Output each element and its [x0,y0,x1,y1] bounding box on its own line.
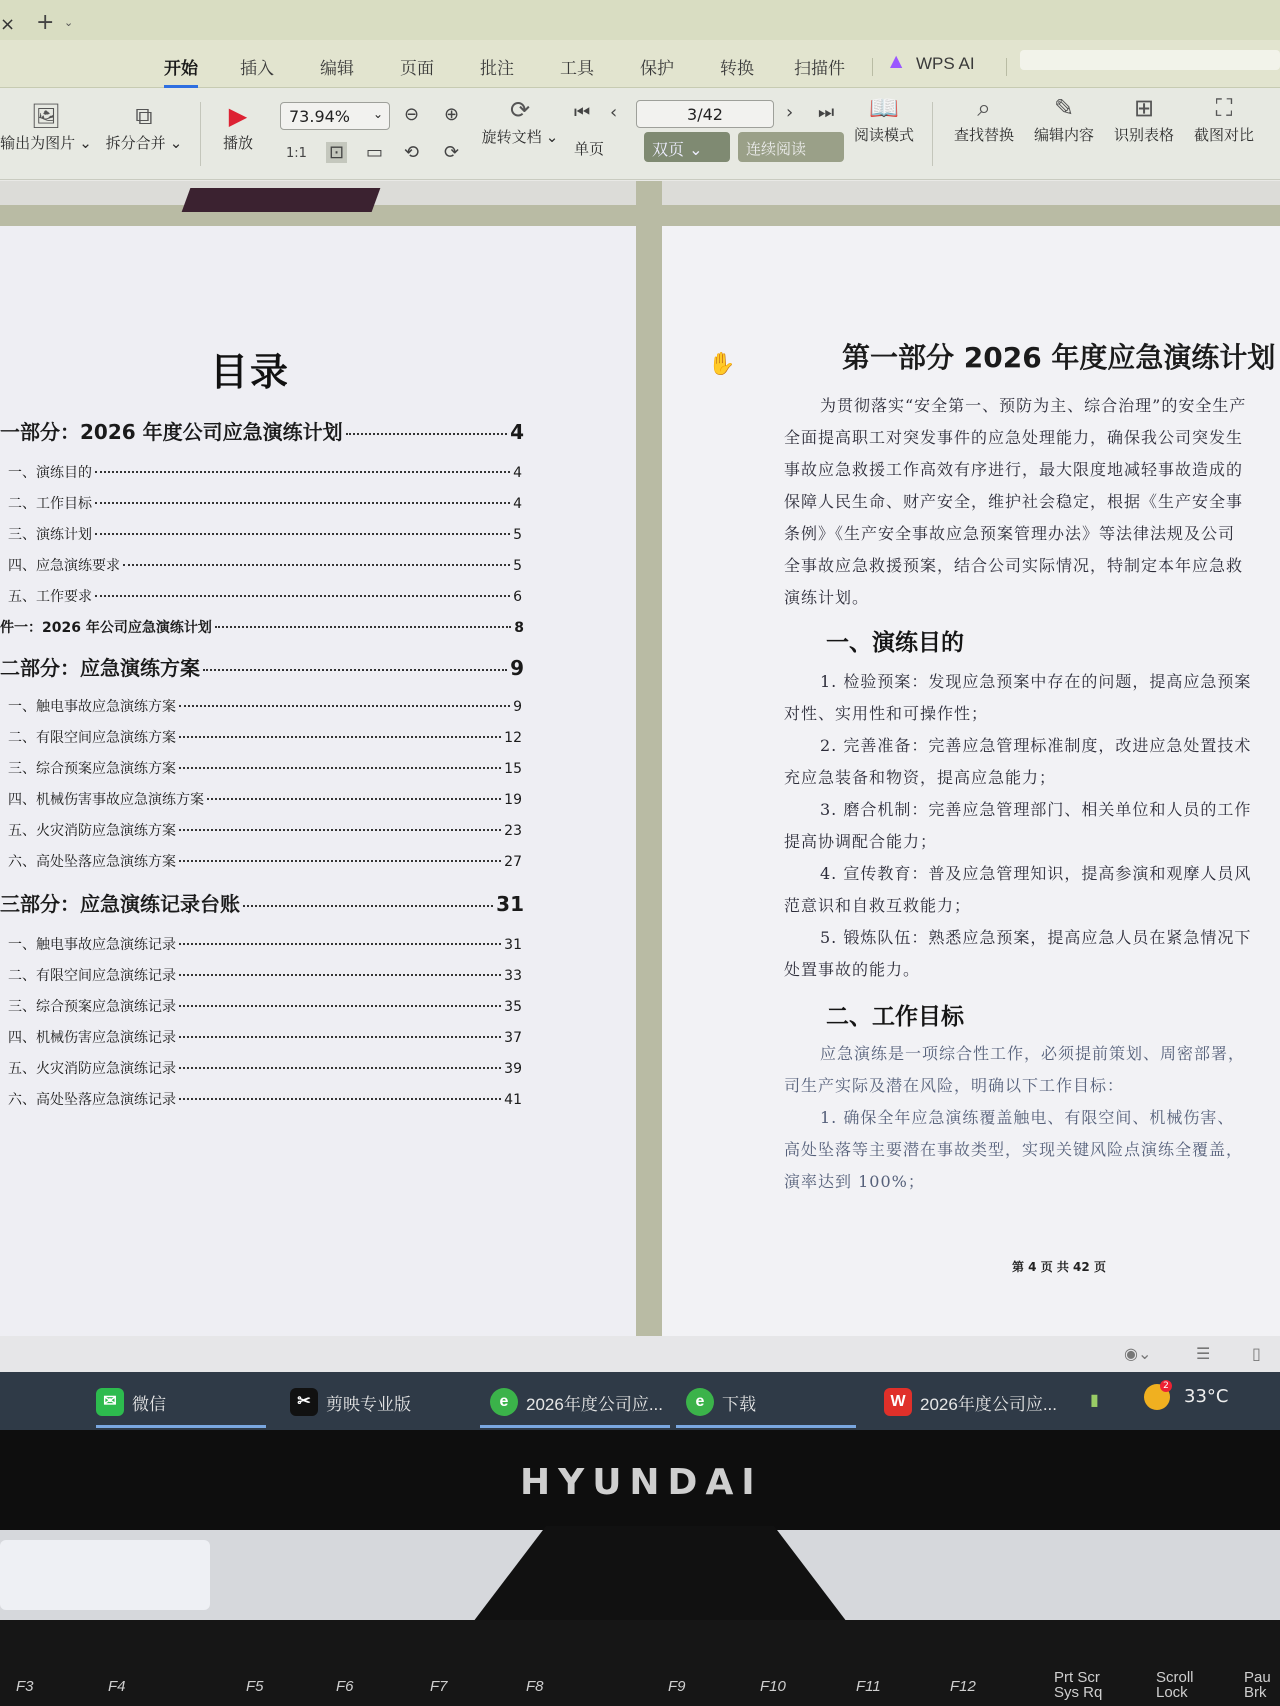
taskbar-wps-doc[interactable] [884,1382,1057,1422]
rotate-doc-button[interactable]: ⟳ 旋转文档 ⌄ [478,96,562,147]
taskbar-label: 下载 [722,1394,756,1414]
taskbar-downloads[interactable] [686,1382,756,1422]
rotate-left-icon[interactable]: ⟲ [404,142,420,163]
toc-entry[interactable]: 一、触电事故应急演练方案 9 [8,699,522,715]
taskbar-label: 2026年度公司应... [920,1394,1057,1414]
toc-entry[interactable]: 四、机械伤害应急演练记录 37 [8,1030,522,1046]
key-f11: F11 [856,1678,881,1695]
key-prtscr: Prt Scr Sys Rq [1054,1669,1103,1701]
status-bar [0,1336,1280,1372]
doc-heading: 第一部分 2026 年度应急演练计划 [842,341,1276,374]
toc-entry[interactable]: 三部分：应急演练记录台账 31 [0,892,524,916]
key-f3: F3 [16,1678,34,1695]
paragraph-line: 3. 磨合机制：完善应急管理部门、相关单位和人员的工作 [820,800,1252,819]
menu-scan[interactable]: 扫描件 [794,59,845,78]
zoom-select[interactable] [280,102,390,130]
menu-comment[interactable]: 批注 [480,59,514,78]
toc-entry[interactable]: 三、综合预案应急演练记录 35 [8,999,522,1015]
rotate-right-icon[interactable]: ⟳ [444,142,460,163]
play-label: 播放 [222,135,253,152]
continuous-read-button[interactable] [738,132,844,162]
eye-icon[interactable]: ◉⌄ [1124,1344,1152,1363]
toolbar-divider [200,102,201,166]
find-replace-label: 查找替换 [953,127,1014,144]
paragraph-line: 1. 确保全年应急演练覆盖触电、有限空间、机械伤害、 [820,1108,1235,1127]
active-indicator [96,1425,266,1428]
power-strip [0,1540,210,1610]
weather-badge: 2 [1160,1380,1172,1392]
double-page-label: 双页 [652,140,685,159]
page-footer: 第 4 页 共 42 页 [1012,1260,1106,1274]
paragraph-line: 应急演练是一项综合性工作，必须提前策划、周密部署， [820,1044,1246,1063]
key-f4: F4 [108,1678,126,1695]
play-button[interactable] [216,102,260,153]
taskbar-label: 2026年度公司应... [526,1394,663,1414]
book-icon: 📖 [869,95,899,122]
wechat-icon: ✉ [96,1388,124,1416]
paragraph-line: 为贯彻落实“安全第一、预防为主、综合治理”的安全生产 [820,396,1247,415]
taskbar-label: 微信 [132,1394,166,1414]
page-number-input[interactable] [636,100,774,128]
key-f10: F10 [760,1678,786,1695]
new-tab-icon[interactable]: + [36,10,55,35]
single-page-button[interactable] [574,138,604,159]
taskbar-wechat[interactable] [96,1382,166,1422]
taskbar-label: 剪映专业版 [326,1394,411,1414]
toc-entry[interactable]: 四、机械伤害事故应急演练方案 19 [8,792,522,808]
taskbar-browser-doc[interactable] [490,1382,663,1422]
fit-page-icon[interactable]: ⊡ [326,142,347,163]
toc-entry[interactable]: 六、高处坠落应急演练记录 41 [8,1092,522,1108]
rotate-doc-icon: ⟳ [509,97,531,124]
zoom-value: 73.94% [289,107,351,126]
single-page-label: 单页 [574,141,605,158]
toc-entry[interactable]: 三、综合预案应急演练方案 15 [8,761,522,777]
paragraph-line: 保障人民生命、财产安全，维护社会稳定，根据《生产安全事 [784,492,1244,511]
menu-divider [872,58,873,76]
toc-entry[interactable]: 二、有限空间应急演练方案 12 [8,730,522,746]
toc-entry[interactable]: 二、工作目标 4 [8,496,522,512]
menu-convert[interactable]: 转换 [720,59,754,78]
active-indicator [676,1425,856,1428]
wps-icon: W [884,1388,912,1416]
menu-wps-ai[interactable]: WPS AI [916,54,975,73]
export-image-label: 输出为图片 [0,135,76,152]
image-export-icon: 🖼 [30,103,62,130]
paragraph-line: 2. 完善准备：完善应急管理标准制度，改进应急处置技术 [820,736,1252,755]
key-f7: F7 [430,1678,448,1695]
toolbar-divider [932,102,933,166]
table-scan-icon: ⊞ [1133,95,1155,122]
paragraph-line: 充应急装备和物资，提高应急能力； [784,768,1057,787]
menu-tools[interactable]: 工具 [560,59,594,78]
screenshot-icon: ⛶ [1215,95,1233,122]
menu-edit[interactable]: 编辑 [320,59,354,78]
jianying-icon: ✂ [290,1388,318,1416]
taskbar-jianying[interactable] [290,1382,411,1422]
section-heading: 一、演练目的 [826,630,964,656]
browser-icon: e [686,1388,714,1416]
toc-entry[interactable]: 二、有限空间应急演练记录 33 [8,968,522,984]
edit-content-label: 编辑内容 [1033,127,1094,144]
taskbar [0,1372,1280,1430]
prev-page-image-fragment [182,188,381,212]
monitor-brand: HYUNDAI [520,1462,763,1503]
toc-entry[interactable]: 六、高处坠落应急演练方案 27 [8,854,522,870]
toolbar [0,88,1280,180]
key-f8: F8 [526,1678,544,1695]
key-f9: F9 [668,1678,686,1695]
key-pause: Pau Brk [1244,1669,1271,1701]
paragraph-line: 全事故应急救援预案，结合公司实际情况，特制定本年应急救 [784,556,1244,575]
pencil-icon: ✎ [1053,95,1075,122]
rotate-doc-label: 旋转文档 [481,129,542,146]
paragraph-line: 条例》《生产安全事故应急预案管理办法》等法律法规及公司 [784,524,1236,543]
temperature: 33°C [1184,1386,1229,1407]
find-replace-button[interactable] [950,94,1018,145]
screenshot-compare-button[interactable] [1190,94,1258,145]
screenshot-compare-label: 截图对比 [1193,127,1254,144]
fit-width-icon[interactable]: ▭ [366,142,384,163]
page-content [662,226,1280,1336]
paragraph-line: 对性、实用性和可操作性； [784,704,989,723]
search-icon: ⌕ [977,95,991,122]
continuous-label: 连续阅读 [746,140,807,158]
paragraph-line: 高处坠落等主要潜在事故类型，实现关键风险点演练全覆盖， [784,1140,1244,1159]
last-page-icon[interactable]: ⏭ [818,102,835,123]
toc-entry[interactable]: 三、演练计划 5 [8,527,522,543]
toc-entry[interactable]: 一、演练目的 4 [8,465,522,481]
browser-icon: e [490,1388,518,1416]
paragraph-line: 处置事故的能力。 [784,960,921,979]
recognize-table-button[interactable] [1110,94,1178,145]
key-f5: F5 [246,1678,264,1695]
prev-page-bottom [662,181,1280,205]
paragraph-line: 1. 检验预案：发现应急预案中存在的问题，提高应急预案 [820,672,1252,691]
actual-size-icon[interactable]: 1:1 [286,146,307,161]
edit-content-button[interactable] [1030,94,1098,145]
paragraph-line: 事故应急救援工作高效有序进行，最大限度地减轻事故造成的 [784,460,1244,479]
export-image-button[interactable]: 🖼 输出为图片 ⌄ [0,103,92,152]
chevron-down-icon: ⌄ [372,107,383,121]
close-icon[interactable]: × [0,14,16,35]
toc-title: 目录 [210,350,291,394]
first-page-icon[interactable]: ⏮ [574,102,591,123]
toc-entry[interactable]: 二部分：应急演练方案 9 [0,656,524,680]
paragraph-line: 提高协调配合能力； [784,832,938,851]
key-f6: F6 [336,1678,354,1695]
wps-ai-icon: ▲ [890,51,903,70]
toc-entry[interactable]: 五、工作要求 6 [8,589,522,605]
menu-insert[interactable]: 插入 [240,59,274,78]
recognize-table-label: 识别表格 [1113,127,1174,144]
key-scroll-lock: Scroll Lock [1156,1669,1194,1701]
page-number-value: 3/42 [687,105,723,124]
battery-icon[interactable]: ▮ [1090,1390,1099,1409]
toc-entry[interactable]: 五、火灾消防应急演练方案 23 [8,823,522,839]
single-view-icon[interactable]: ▯ [1252,1344,1261,1363]
paragraph-line: 5. 锻炼队伍：熟悉应急预案，提高应急人员在紧急情况下 [820,928,1252,947]
paragraph-line: 演率达到 100%； [784,1172,925,1191]
menu-protect[interactable]: 保护 [640,59,674,78]
toc-entry[interactable]: 五、火灾消防应急演练记录 39 [8,1061,522,1077]
read-mode-button[interactable] [852,94,916,145]
chevron-down-icon[interactable]: ⌄ [64,16,74,29]
play-icon: ▶ [228,103,248,130]
page-toc [0,226,636,1336]
toc-entry[interactable]: 一、触电事故应急演练记录 31 [8,937,522,953]
paragraph-line: 司生产实际及潜在风险，明确以下工作目标： [784,1076,1125,1095]
hand-cursor-icon: ✋ [708,352,736,377]
split-merge-button[interactable]: ⧉ 拆分合并 ⌄ [105,103,183,152]
double-page-button[interactable]: 双页 ⌄ [644,132,730,162]
read-mode-label: 阅读模式 [853,127,914,144]
paragraph-line: 4. 宣传教育：普及应急管理知识，提高参演和观摩人员风 [820,864,1252,883]
search-bar[interactable] [1020,50,1280,70]
menu-start[interactable]: 开始 [164,54,198,88]
toc-entry[interactable]: 一部分：2026 年度公司应急演练计划 4 [0,420,524,444]
key-f12: F12 [950,1678,976,1695]
copy-icon: ⧉ [135,103,153,130]
paragraph-line: 演练计划。 [784,588,870,607]
paragraph-line: 范意识和自救互救能力； [784,896,972,915]
section-heading: 二、工作目标 [826,1004,964,1030]
toc-entry[interactable]: 四、应急演练要求 5 [8,558,522,574]
zoom-in-icon[interactable]: ⊕ [444,104,460,125]
menu-divider [1006,58,1007,76]
continuous-view-icon[interactable]: ☰ [1196,1344,1211,1363]
tab-strip [0,0,1280,40]
paragraph-line: 全面提高职工对突发事件的应急处理能力，确保我公司突发生 [784,428,1244,447]
split-merge-label: 拆分合并 [105,135,166,152]
menu-page[interactable]: 页面 [400,59,434,78]
next-page-icon[interactable]: › [786,102,794,123]
active-indicator [480,1425,670,1428]
zoom-out-icon[interactable]: ⊖ [404,104,420,125]
toc-entry[interactable]: 件一：2026 年公司应急演练计划 8 [0,620,524,636]
prev-page-icon[interactable]: ‹ [610,102,618,123]
